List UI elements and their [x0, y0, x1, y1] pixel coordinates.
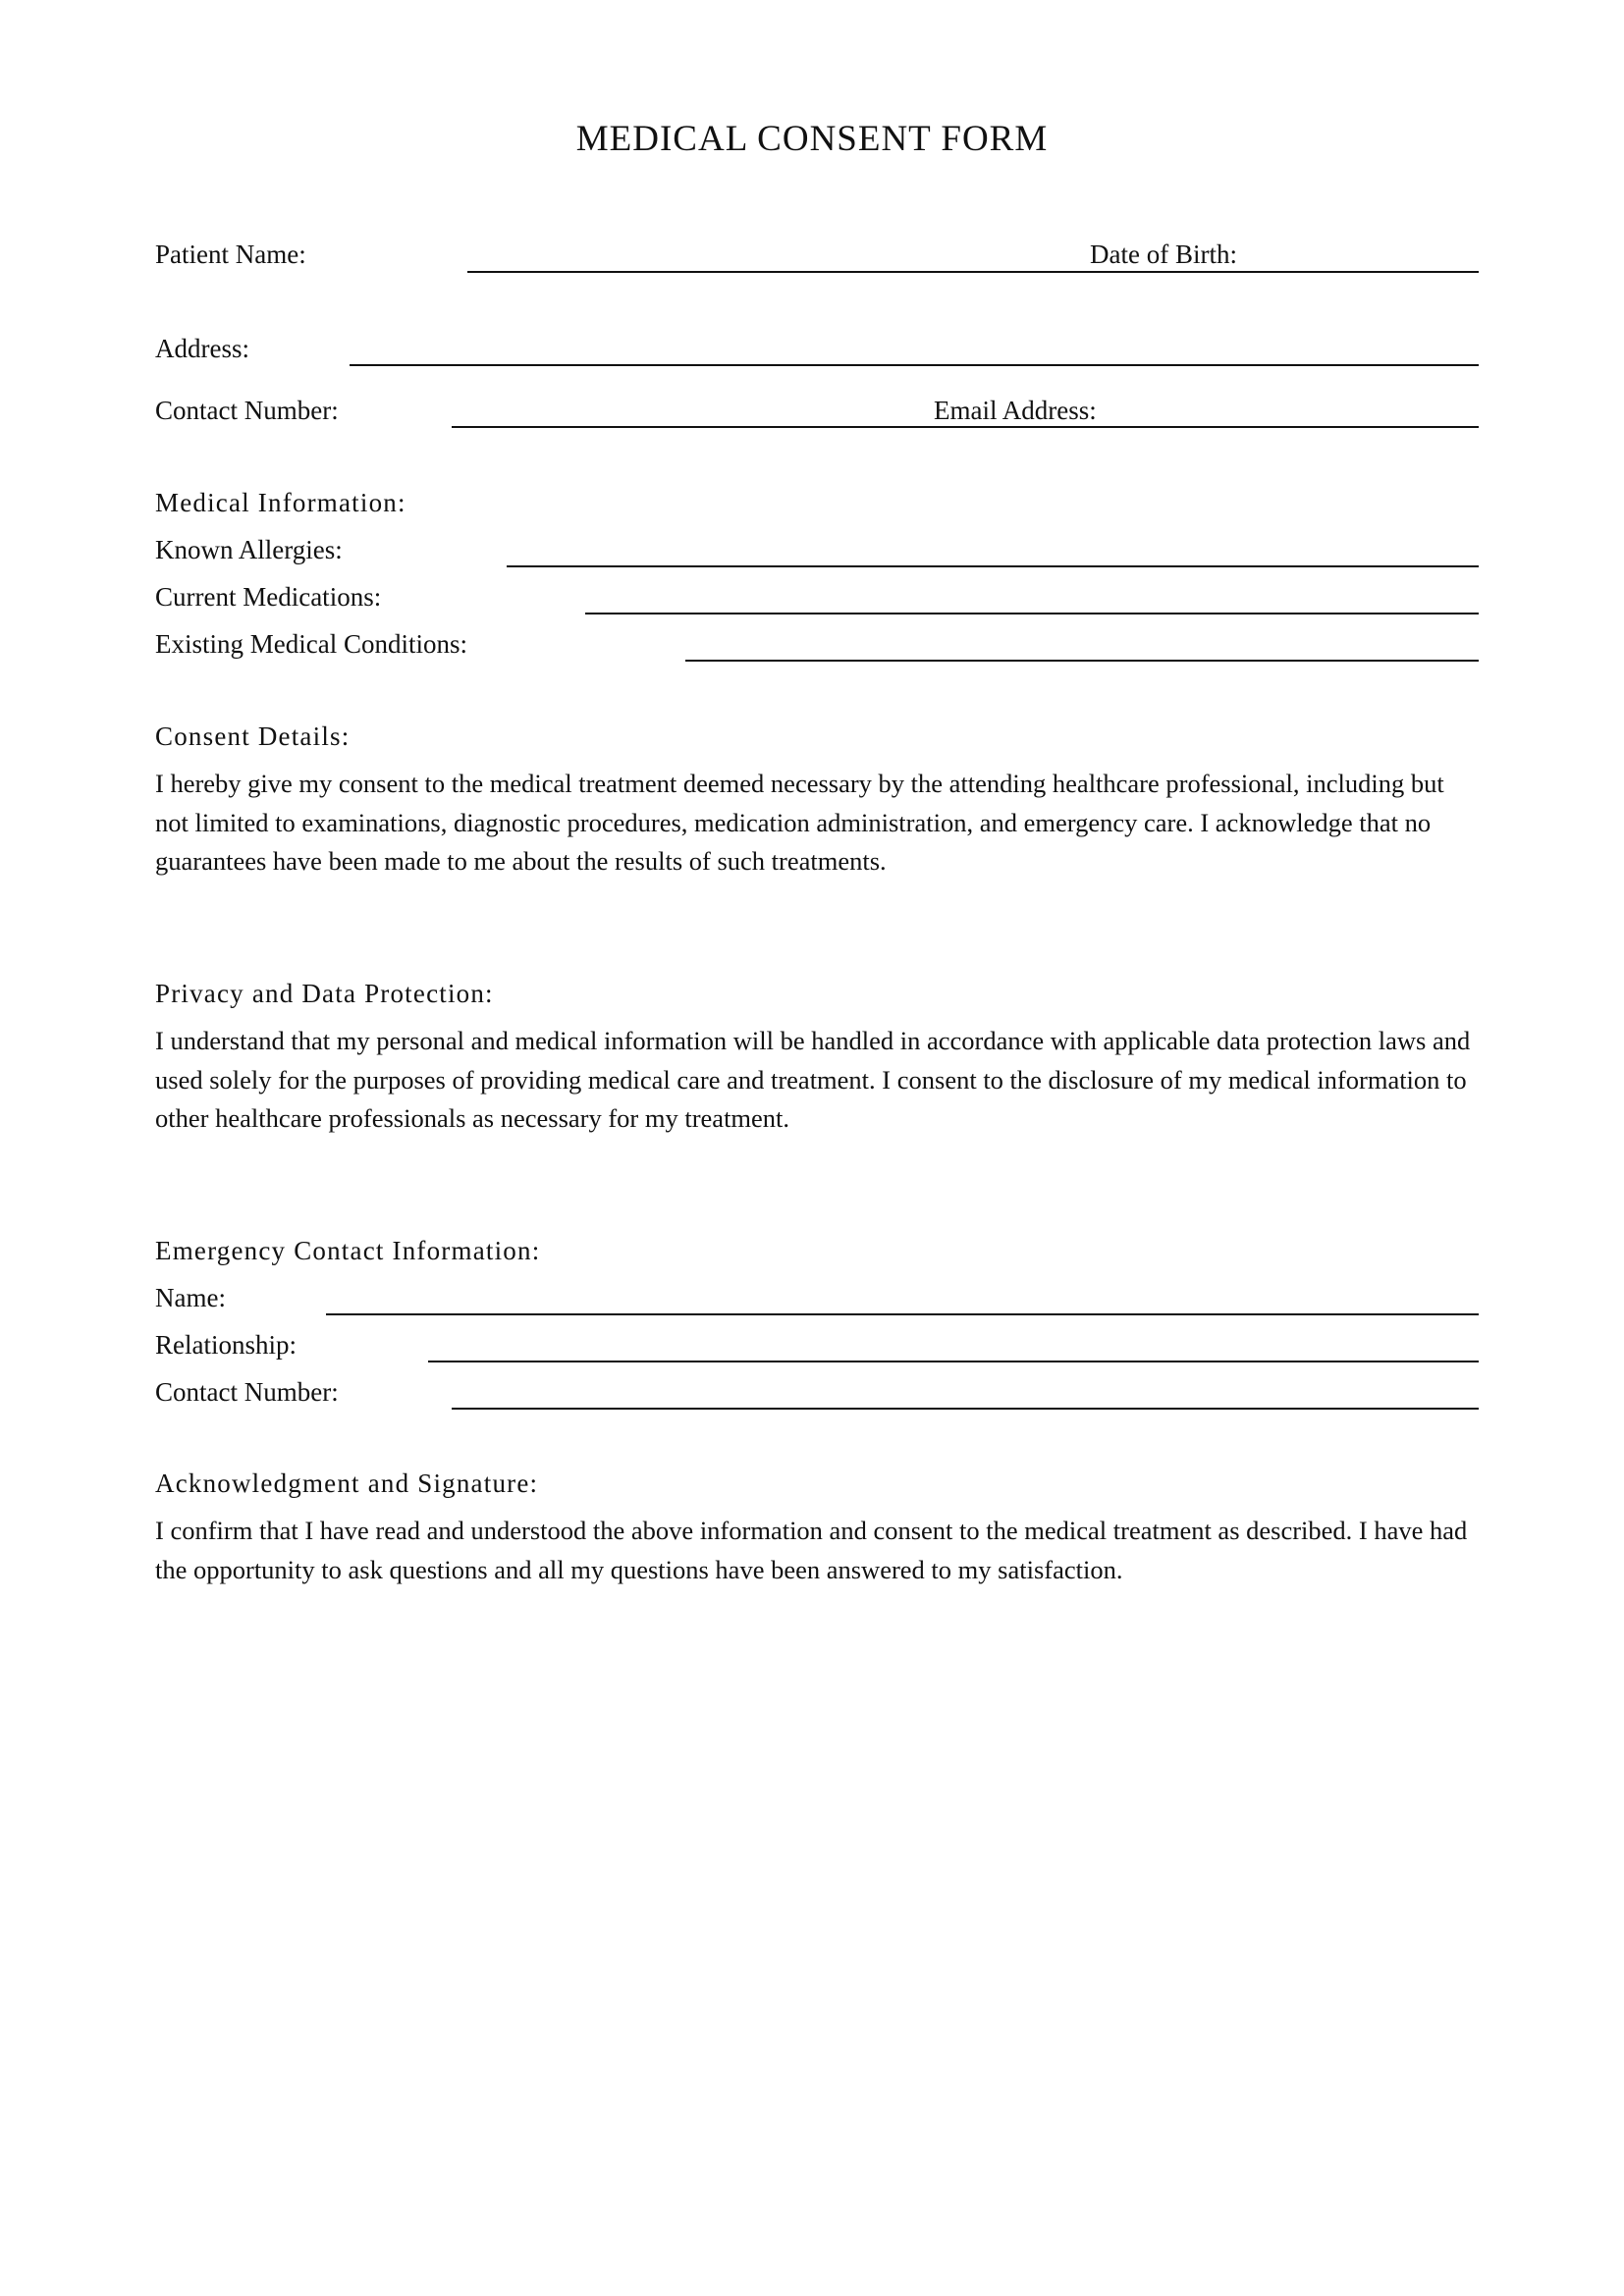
patient-name-label: Patient Name: — [155, 240, 306, 269]
medical-information-heading: Medical Information: — [155, 488, 406, 517]
patient-name-field[interactable] — [467, 271, 1084, 273]
email-address-label: Email Address: — [934, 398, 1101, 424]
privacy-heading: Privacy and Data Protection: — [155, 979, 494, 1008]
contact-number-field[interactable] — [452, 426, 1479, 428]
emergency-name-field[interactable] — [326, 1313, 1479, 1315]
date-of-birth-field[interactable] — [1084, 271, 1479, 273]
consent-details-text: I hereby give my consent to the medical treatment deemed necessary by the attending healthcare professional, including but not limited to examinations, diagnostic procedures, medication administration, and emergency care. I acknowledge that no guarantees have been made to me about the results of such treatments. — [155, 769, 1444, 876]
emergency-contact-heading: Emergency Contact Information: — [155, 1236, 541, 1265]
contact-number-label: Contact Number: — [155, 396, 339, 425]
address-field[interactable] — [350, 364, 1479, 366]
emergency-contact-number-field[interactable] — [452, 1408, 1479, 1410]
known-allergies-field[interactable] — [507, 565, 1479, 567]
existing-conditions-label: Existing Medical Conditions: — [155, 629, 467, 659]
consent-details-heading: Consent Details: — [155, 721, 351, 751]
date-of-birth-label: Date of Birth: — [1090, 240, 1237, 269]
acknowledgment-text: I confirm that I have read and understood the above information and consent to the medical treatment as described. I have had the opportunity to ask questions and all my questions have been answered to my satisfaction. — [155, 1516, 1468, 1584]
emergency-name-label: Name: — [155, 1283, 226, 1312]
emergency-contact-number-label: Contact Number: — [155, 1377, 339, 1407]
relationship-label: Relationship: — [155, 1330, 297, 1360]
current-medications-field[interactable] — [585, 613, 1479, 614]
existing-conditions-field[interactable] — [685, 660, 1479, 662]
relationship-field[interactable] — [428, 1361, 1479, 1362]
form-title: MEDICAL CONSENT FORM — [575, 119, 1049, 159]
known-allergies-label: Known Allergies: — [155, 535, 343, 564]
acknowledgment-heading: Acknowledgment and Signature: — [155, 1468, 539, 1498]
privacy-text: I understand that my personal and medical information will be handled in accordance with applicable data protection laws and used solely for the purposes of providing medical care and treatment. I consent to the disclosure of my medical information to other healthcare professionals as necessary for my treatment. — [155, 1026, 1471, 1133]
address-label: Address: — [155, 334, 249, 363]
current-medications-label: Current Medications: — [155, 582, 382, 612]
